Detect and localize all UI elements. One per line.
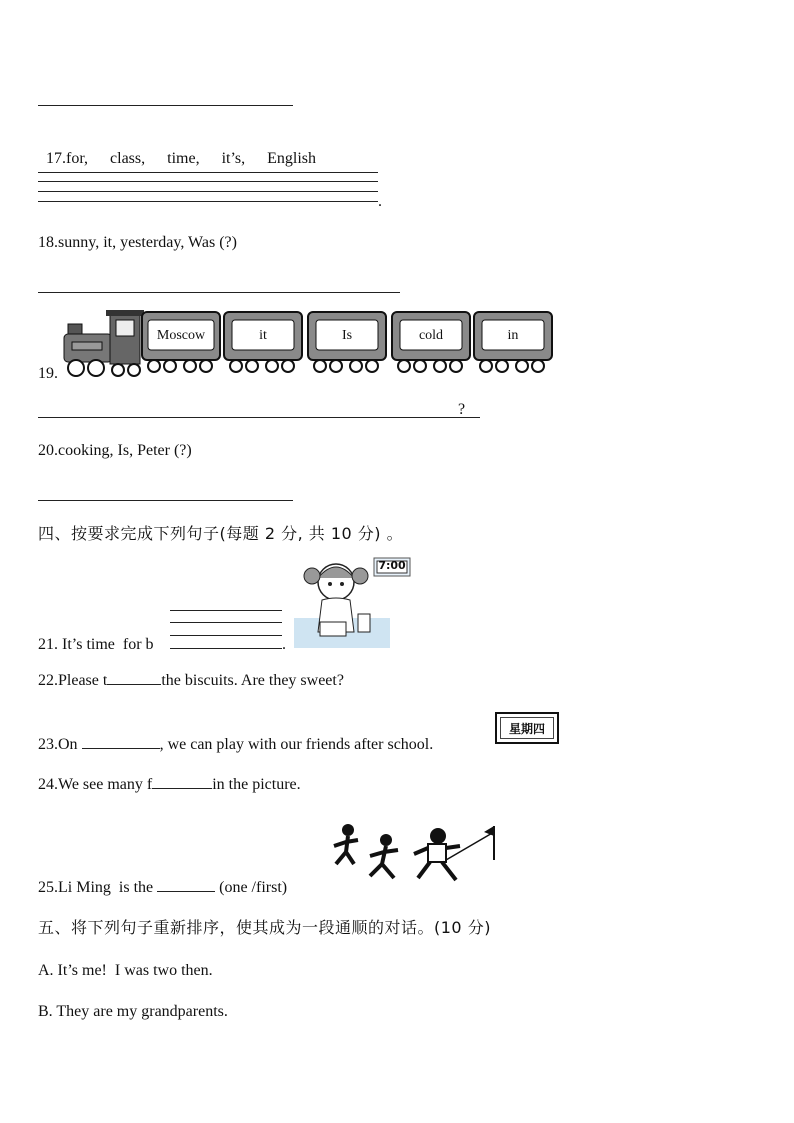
question-24-before: 24.We see many f [38,776,153,793]
question-21-end-mark: . [282,636,286,653]
word-chip: English [267,150,317,167]
answer-line-17a[interactable] [38,172,378,173]
answer-line-17d[interactable] [38,201,378,202]
locomotive-icon [64,310,144,376]
answer-line-17c[interactable] [38,191,378,192]
answer-blank-25[interactable] [157,877,215,892]
clock-time: 7:00 [378,559,406,572]
question-17-end-mark: . [378,193,382,210]
answer-line-21c[interactable] [170,635,282,636]
word-chip: time, [167,150,200,167]
question-22-before: 22.Please t [38,672,108,689]
answer-line-21a[interactable] [170,610,282,611]
weekday-sign-text: 星期四 [500,717,554,739]
question-19-number: 19. [38,365,58,382]
section-5-heading: 五、将下列句子重新排序，使其成为一段通顺的对话。(10 分) [38,918,491,937]
train-word: Moscow [156,328,206,343]
question-18: 18.sunny, it, yesterday, Was (?) [38,234,237,251]
question-24 [38,774,301,795]
answer-line-16[interactable] [38,105,293,106]
answer-line-19[interactable] [38,417,480,418]
question-19-end-mark: ? [458,401,466,418]
train-word: it [259,328,267,343]
word-chip: for, [66,150,89,167]
answer-line-21d[interactable] [170,648,282,649]
race-runners-illustration [326,820,502,890]
question-23 [38,734,433,755]
question-25-after: (one /first) [215,879,288,896]
question-20: 20.cooking, Is, Peter (?) [38,442,192,459]
weekday-sign [495,712,559,744]
answer-blank-22[interactable] [107,670,161,685]
train-word: in [507,328,519,343]
answer-line-18[interactable] [38,292,400,293]
section-4-heading: 四、按要求完成下列句子(每题 2 分, 共 10 分) 。 [38,524,404,543]
question-21: 21. It’s time for b [38,636,154,653]
option-a: A. It’s me! I was two then. [38,962,213,979]
answer-blank-23[interactable] [82,734,160,749]
question-23-after: , we can play with our friends after school. [159,736,434,753]
question-22-after: the biscuits. Are they sweet? [161,672,344,689]
train-word: Is [341,328,353,343]
question-25-before: 25.Li Ming is the [38,879,158,896]
question-22 [38,670,344,691]
question-23-before: 23.On [38,736,82,753]
question-17 [38,129,316,169]
answer-blank-24[interactable] [152,774,212,789]
word-chip: it’s, [221,150,246,167]
question-17-number: 17. [46,150,66,167]
option-b: B. They are my grandparents. [38,1003,228,1020]
answer-line-17b[interactable] [38,181,378,182]
answer-line-21b[interactable] [170,622,282,623]
answer-line-20[interactable] [38,500,293,501]
question-25 [38,877,287,898]
word-chip: class, [110,150,146,167]
train-word: cold [418,328,444,343]
question-24-after: in the picture. [212,776,301,793]
